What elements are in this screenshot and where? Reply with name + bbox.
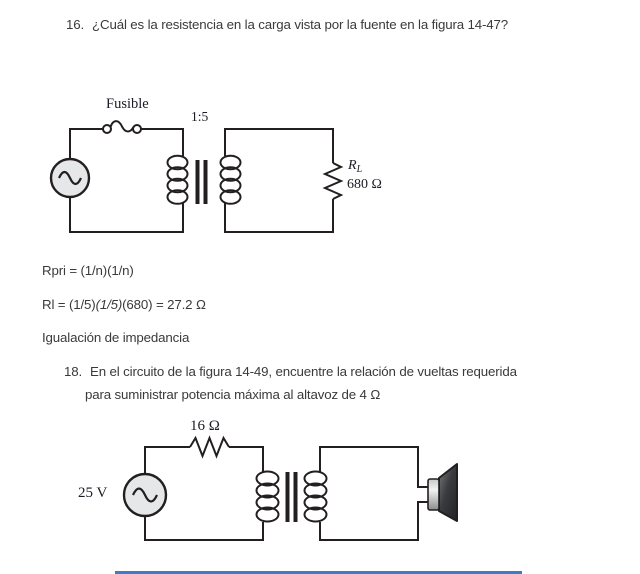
- solution-line-3: Igualación de impedancia: [42, 330, 190, 345]
- series-resistor-label: 16 Ω: [190, 418, 220, 434]
- question-16-number: 16.: [66, 17, 85, 32]
- load-symbol-label: $R_L$: [348, 158, 363, 175]
- ac-source-icon: [51, 159, 89, 197]
- load-value-label: 680 Ω: [347, 177, 382, 192]
- resistor-icon: [325, 163, 341, 199]
- fuse-icon: [103, 121, 141, 133]
- question-18: [64, 364, 517, 379]
- question-18-number: 18.: [64, 364, 83, 379]
- solution-line-2: Rl = (1/5)(1/5)(680) = 27.2 Ω: [42, 297, 206, 312]
- circuit-14-49-drawing: [60, 415, 480, 555]
- figure-14-47: [40, 93, 400, 243]
- fuse-label: Fusible: [106, 96, 149, 112]
- circuit-14-47-drawing: [40, 93, 400, 243]
- transformer-icon: [257, 472, 327, 523]
- transformer-icon: [168, 156, 241, 204]
- question-18-text-line1: En el circuito de la figura 14-49, encuentre la relación de vueltas requerida: [90, 364, 517, 379]
- question-16: [66, 17, 508, 32]
- question-16-text: ¿Cuál es la resistencia en la carga vista por la fuente en la figura 14-47?: [92, 17, 509, 32]
- turns-ratio-label: 1:5: [191, 109, 209, 124]
- source-voltage-label: 25 V: [78, 485, 108, 501]
- speaker-icon: [428, 464, 457, 521]
- solution-line-1: Rpri = (1/n)(1/n): [42, 263, 134, 278]
- figure-14-49: [60, 415, 480, 555]
- resistor-icon: [190, 438, 229, 456]
- circuit-wires: [70, 129, 333, 232]
- question-18-text-line2: para suministrar potencia máxima al altavoz de 4 Ω: [85, 387, 381, 402]
- ac-source-icon: [124, 474, 166, 516]
